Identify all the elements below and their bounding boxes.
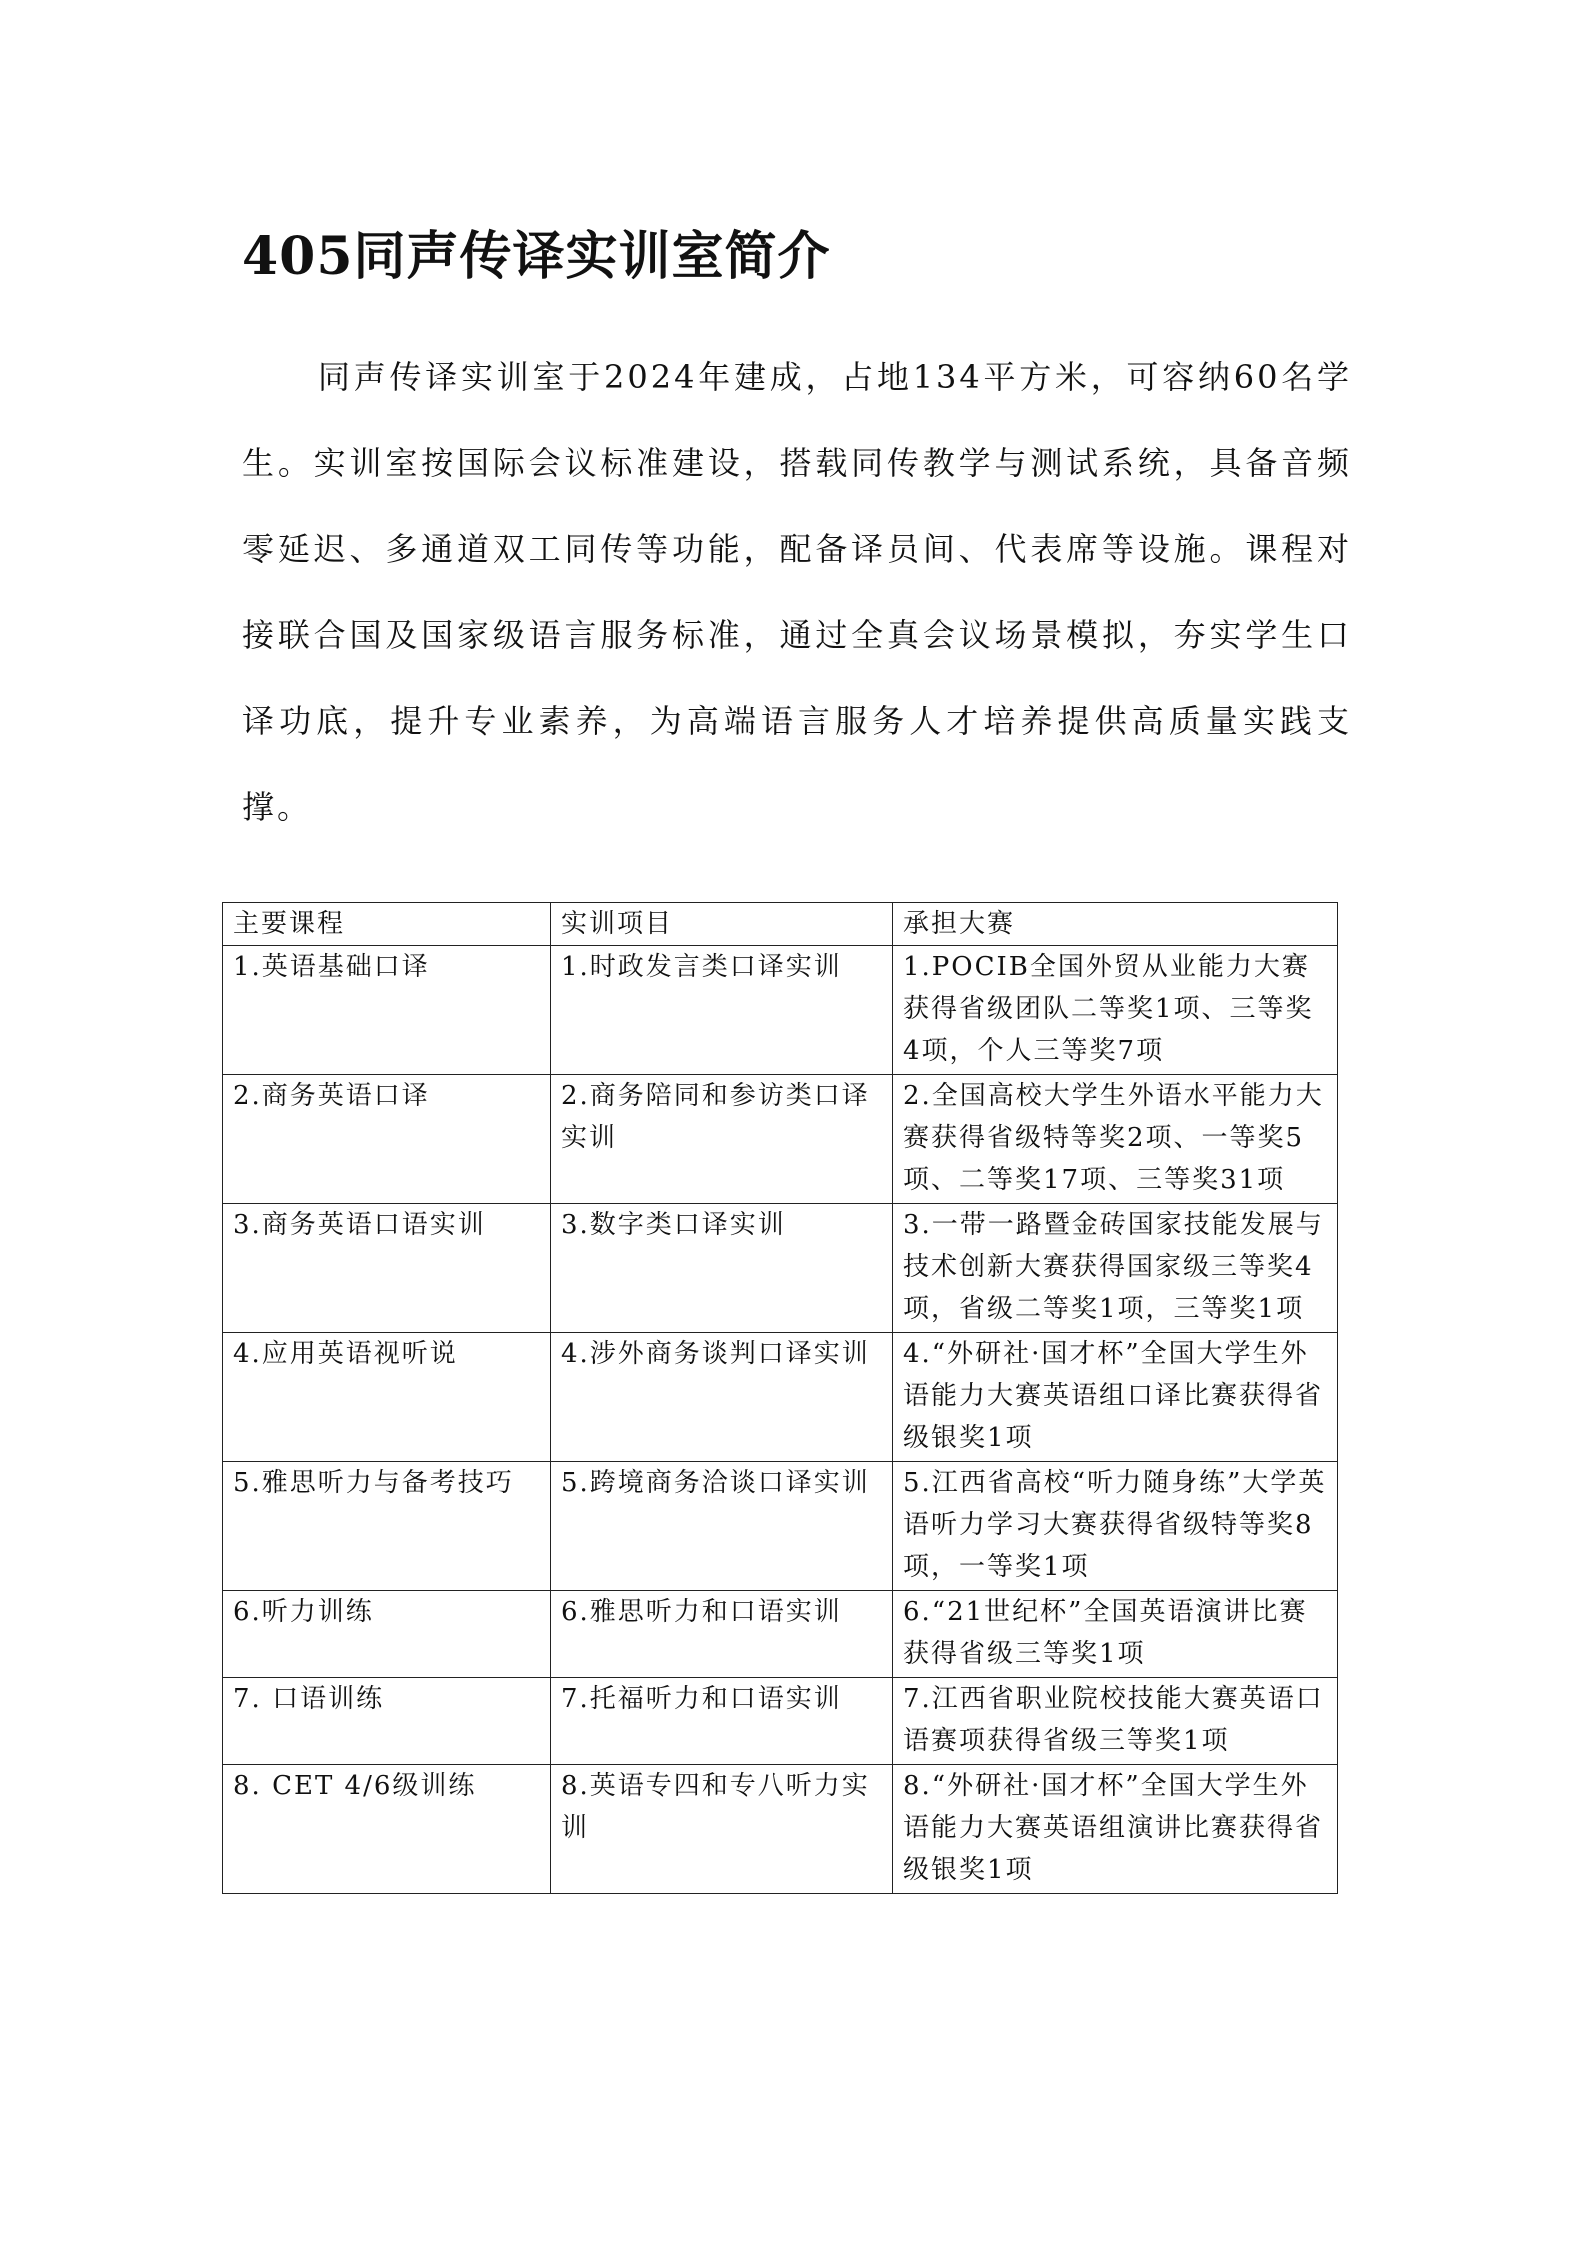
competition-cell: 6.“21世纪杯”全国英语演讲比赛获得省级三等奖1项	[893, 1591, 1338, 1678]
table-row	[223, 1678, 1338, 1765]
project-cell: 4.涉外商务谈判口译实训	[551, 1333, 893, 1462]
course-cell: 4.应用英语视听说	[223, 1333, 551, 1462]
intro-paragraph: 同声传译实训室于2024年建成，占地134平方米，可容纳60名学生。实训室按国际会议标准建设，搭载同传教学与测试系统，具备音频零延迟、多通道双工同传等功能，配备译员间、代表席等设施。课程对接联合国及国家级语言服务标准，通过全真会议场景模拟，夯实学生口译功底，提升专业素养，为高端语言服务人才培养提供高质量实践支撑。	[242, 358, 1352, 826]
course-cell: 2.商务英语口译	[223, 1075, 551, 1204]
project-cell: 6.雅思听力和口语实训	[551, 1591, 893, 1678]
course-cell: 3.商务英语口语实训	[223, 1204, 551, 1333]
table-row	[223, 946, 1338, 1075]
course-cell: 1.英语基础口译	[223, 946, 551, 1075]
page-title: 405同声传译实训室简介	[242, 226, 831, 287]
project-cell: 7.托福听力和口语实训	[551, 1678, 893, 1765]
header-main-courses: 主要课程	[223, 903, 551, 946]
course-cell: 5.雅思听力与备考技巧	[223, 1462, 551, 1591]
table-row	[223, 1333, 1338, 1462]
course-cell: 7. 口语训练	[223, 1678, 551, 1765]
competition-cell: 2.全国高校大学生外语水平能力大赛获得省级特等奖2项、一等奖5项、二等奖17项、三等奖31项	[893, 1075, 1338, 1204]
table-row	[223, 1075, 1338, 1204]
table-row	[223, 1204, 1338, 1333]
project-cell: 3.数字类口译实训	[551, 1204, 893, 1333]
course-cell: 8. CET 4/6级训练	[223, 1765, 551, 1894]
header-training-projects: 实训项目	[551, 903, 893, 946]
table-row	[223, 1765, 1338, 1894]
project-cell: 5.跨境商务洽谈口译实训	[551, 1462, 893, 1591]
competition-cell: 5.江西省高校“听力随身练”大学英语听力学习大赛获得省级特等奖8项，一等奖1项	[893, 1462, 1338, 1591]
project-cell: 1.时政发言类口译实训	[551, 946, 893, 1075]
table-header-row	[223, 903, 1338, 946]
header-competitions: 承担大赛	[893, 903, 1338, 946]
project-cell: 2.商务陪同和参访类口译实训	[551, 1075, 893, 1204]
training-table	[222, 902, 1338, 1894]
course-cell: 6.听力训练	[223, 1591, 551, 1678]
competition-cell: 7.江西省职业院校技能大赛英语口语赛项获得省级三等奖1项	[893, 1678, 1338, 1765]
table-row	[223, 1462, 1338, 1591]
competition-cell: 4.“外研社·国才杯”全国大学生外语能力大赛英语组口译比赛获得省级银奖1项	[893, 1333, 1338, 1462]
table-row	[223, 1591, 1338, 1678]
competition-cell: 1.POCIB全国外贸从业能力大赛获得省级团队二等奖1项、三等奖4项，个人三等奖7项	[893, 946, 1338, 1075]
competition-cell: 3.一带一路暨金砖国家技能发展与技术创新大赛获得国家级三等奖4项，省级二等奖1项，三等奖1项	[893, 1204, 1338, 1333]
project-cell: 8.英语专四和专八听力实训	[551, 1765, 893, 1894]
competition-cell: 8.“外研社·国才杯”全国大学生外语能力大赛英语组演讲比赛获得省级银奖1项	[893, 1765, 1338, 1894]
